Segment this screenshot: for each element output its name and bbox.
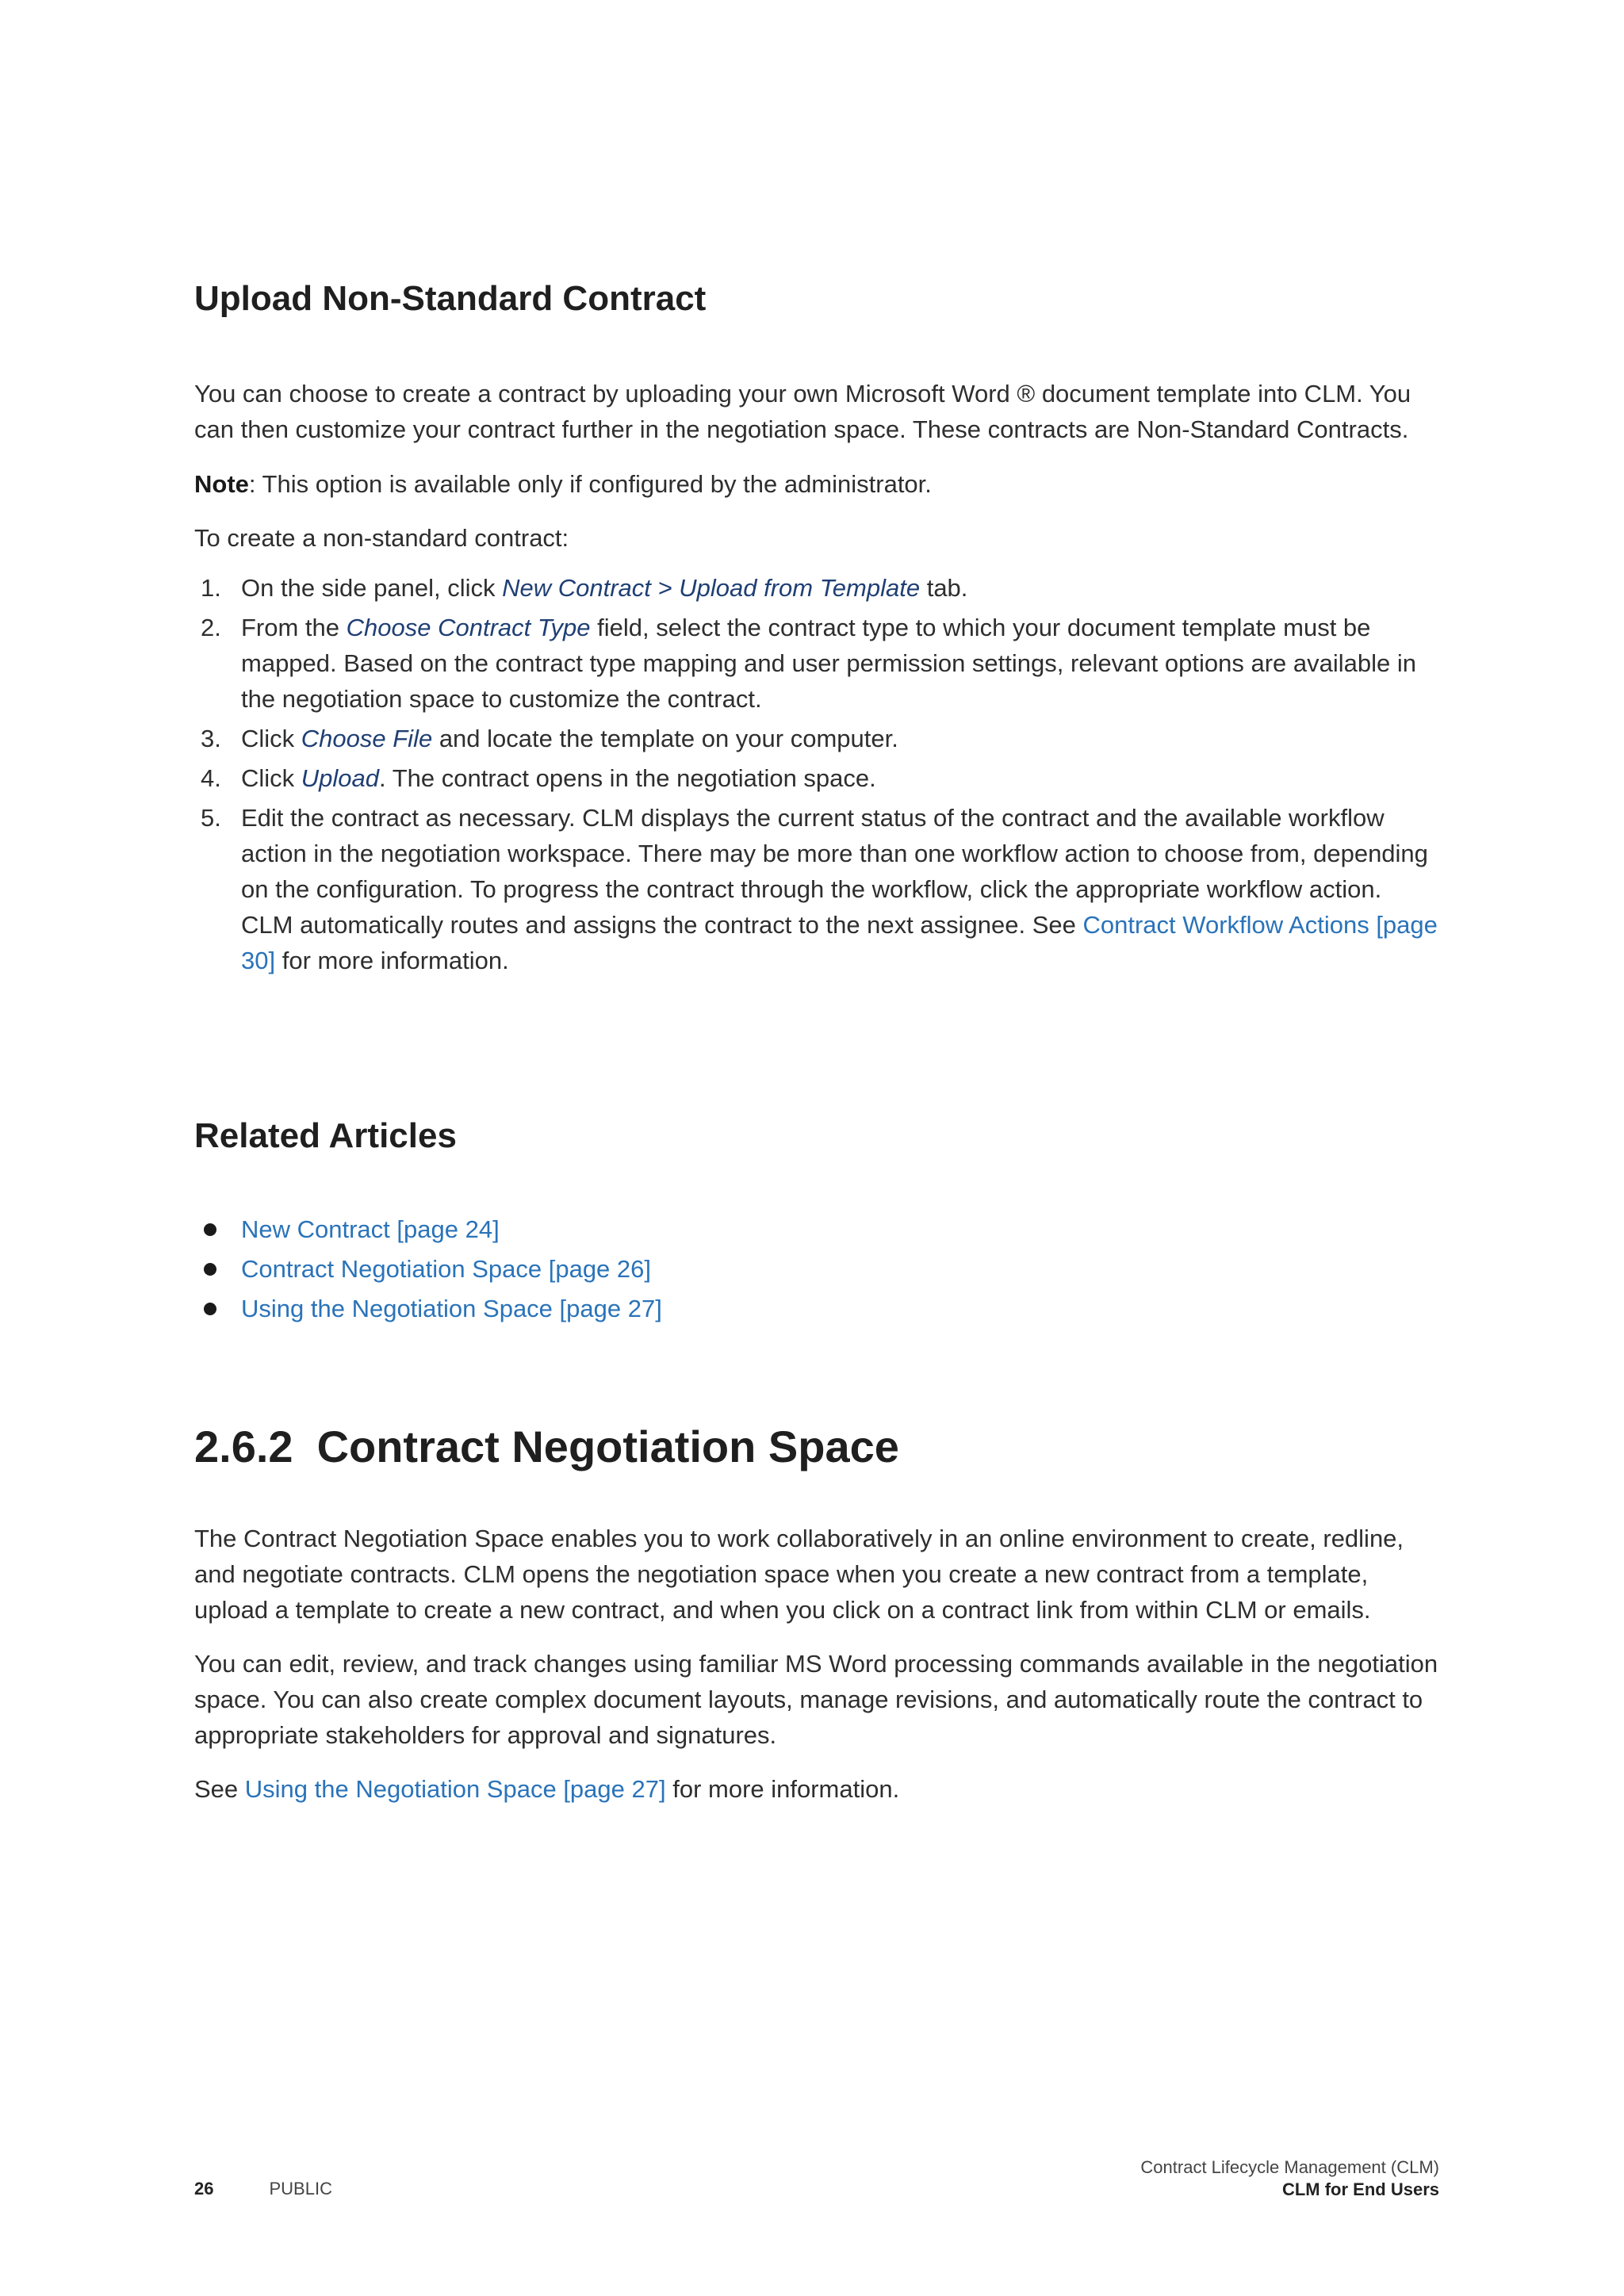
footer-left [194, 2179, 332, 2199]
step-text: for more information. [275, 947, 509, 974]
related-articles-heading: Related Articles [194, 1116, 457, 1155]
see-also-paragraph [194, 1771, 1439, 1807]
related-link-new-contract[interactable]: New Contract [page 24] [241, 1215, 500, 1243]
steps-list [194, 570, 1439, 978]
intro-paragraph: You can choose to create a contract by uploading your own Microsoft Word ® document template into CLM. You can then customize your contract further in the negotiation space. These contracts are Non-Standard Contracts. [194, 380, 1411, 443]
note-label: Note [194, 470, 249, 498]
step-text: . The contract opens in the negotiation space. [379, 764, 876, 792]
step-item [194, 570, 1439, 606]
related-article-item [194, 1211, 662, 1251]
step-text: Edit the contract as necessary. CLM displays the current status of the contract and the available workflow action in the negotiation workspace. There may be more than one workflow action to choose from, depending on the configuration. To progress the contract through the workflow, click the appropriate workflow action. CLM automatically routes and assigns the contract to the next assignee. See [241, 804, 1428, 939]
ui-command: Choose Contract Type [346, 614, 591, 641]
ui-command: New Contract > Upload from Template [502, 574, 921, 602]
step-item [194, 610, 1439, 717]
step-number: 3. [201, 725, 221, 752]
workflow-actions-link[interactable]: Contract Workflow Actions [page 30] [241, 911, 1438, 974]
see-also-text: for more information. [665, 1775, 900, 1803]
document-subtitle: CLM for End Users [1281, 2179, 1439, 2199]
ui-command: Upload [301, 764, 380, 792]
section-heading: Upload Non-Standard Contract [194, 279, 707, 318]
chapter-paragraph: The Contract Negotiation Space enables you to work collaboratively in an online environment to create, redline, and negotiate contracts. CLM opens the negotiation space when you create a new contract from a template, upload a template to create a new contract, and when you click on a contract link from within CLM or emails. [194, 1525, 1404, 1624]
chapter-number: 2.6.2 [194, 1422, 293, 1471]
step-text: On the side panel, click [241, 574, 503, 602]
ui-command: Choose File [301, 725, 433, 752]
related-article-item [194, 1291, 662, 1330]
step-number: 4. [201, 764, 221, 792]
chapter-body [194, 1521, 1439, 1807]
step-text: tab. [920, 574, 968, 602]
document-title: Contract Lifecycle Management (CLM) [1140, 2157, 1439, 2177]
footer-right [1140, 2156, 1439, 2201]
steps-lead: To create a non-standard contract: [194, 524, 569, 552]
step-number: 5. [201, 804, 221, 832]
bullet-icon [204, 1263, 216, 1276]
see-also-text: See [194, 1775, 245, 1803]
step-text: From the [241, 614, 347, 641]
related-article-item [194, 1251, 662, 1291]
section-body [194, 376, 1439, 982]
step-item [194, 800, 1439, 978]
note-paragraph [194, 466, 1439, 502]
chapter-heading [194, 1421, 899, 1472]
step-number: 1. [201, 574, 221, 602]
bullet-icon [204, 1223, 216, 1236]
chapter-paragraph: You can edit, review, and track changes using familiar MS Word processing commands available in the negotiation space. You can also create complex document layouts, manage revisions, and automatically route the contract to appropriate stakeholders for approval and signatures. [194, 1650, 1438, 1749]
step-item [194, 760, 1439, 796]
related-articles-list [194, 1211, 662, 1330]
related-link-using-negotiation-space[interactable]: Using the Negotiation Space [page 27] [241, 1295, 662, 1322]
step-item [194, 721, 1439, 756]
step-number: 2. [201, 614, 221, 641]
step-text: Click [241, 764, 301, 792]
step-text: Click [241, 725, 301, 752]
step-text: field, select the contract type to which your document template must be mapped. Based on the contract type mapping and user permission settings, relevant options are available in the negotiation space to customize the contract. [241, 614, 1416, 713]
using-negotiation-space-link[interactable]: Using the Negotiation Space [page 27] [244, 1775, 666, 1803]
chapter-title: Contract Negotiation Space [316, 1422, 899, 1471]
page-number: 26 [194, 2179, 214, 2198]
bullet-icon [204, 1303, 216, 1315]
related-link-negotiation-space[interactable]: Contract Negotiation Space [page 26] [241, 1255, 652, 1283]
step-text: and locate the template on your computer. [432, 725, 898, 752]
classification-label: PUBLIC [269, 2179, 332, 2198]
note-text: : This option is available only if configured by the administrator. [248, 470, 932, 498]
